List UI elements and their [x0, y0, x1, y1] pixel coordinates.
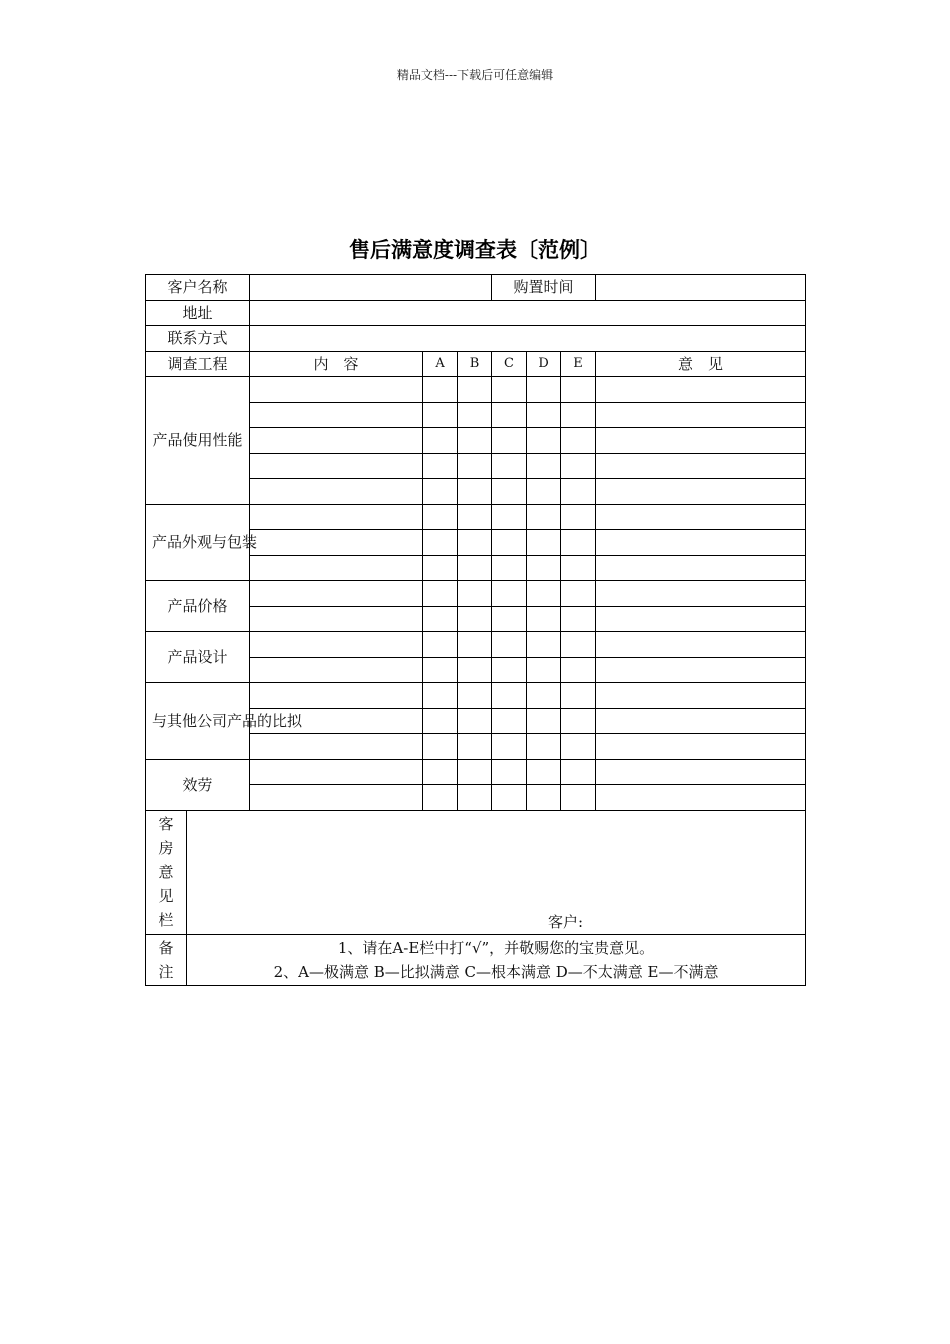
rating-e-header: E — [561, 351, 596, 377]
survey-row — [146, 581, 806, 607]
rating-c-cell[interactable] — [492, 402, 527, 428]
rating-e-cell[interactable] — [561, 453, 596, 479]
rating-b-cell[interactable] — [458, 428, 492, 454]
content-cell[interactable] — [250, 402, 423, 428]
survey-row — [146, 377, 806, 403]
rating-a-cell[interactable] — [423, 759, 458, 785]
item-column-header: 调查工程 — [146, 351, 250, 377]
rating-e-cell[interactable] — [561, 402, 596, 428]
rating-d-cell[interactable] — [527, 708, 561, 734]
rating-a-cell[interactable] — [423, 683, 458, 709]
rating-c-cell[interactable] — [492, 708, 527, 734]
content-cell[interactable] — [250, 581, 423, 607]
content-cell[interactable] — [250, 377, 423, 403]
section-label: 产品外观与包装 — [146, 504, 250, 581]
remarks-label-char: 见 — [158, 887, 174, 905]
rating-d-cell[interactable] — [527, 428, 561, 454]
rating-c-cell[interactable] — [492, 504, 527, 530]
rating-c-cell[interactable] — [492, 581, 527, 607]
content-cell[interactable] — [250, 606, 423, 632]
rating-d-cell[interactable] — [527, 785, 561, 811]
rating-b-cell[interactable] — [458, 708, 492, 734]
opinion-cell[interactable] — [596, 479, 806, 505]
rating-b-cell[interactable] — [458, 530, 492, 556]
remarks-label-char: 栏 — [158, 911, 174, 929]
section-label: 与其他公司产品的比拟 — [146, 683, 250, 760]
opinion-cell[interactable] — [596, 632, 806, 658]
content-cell[interactable] — [250, 632, 423, 658]
customer-name-label: 客户名称 — [146, 275, 250, 301]
rating-d-cell[interactable] — [527, 377, 561, 403]
rating-b-cell[interactable] — [458, 759, 492, 785]
opinion-cell[interactable] — [596, 530, 806, 556]
section-label: 产品价格 — [146, 581, 250, 632]
opinion-column-header: 意 见 — [596, 351, 806, 377]
opinion-cell[interactable] — [596, 428, 806, 454]
rating-c-cell[interactable] — [492, 428, 527, 454]
rating-d-cell[interactable] — [527, 657, 561, 683]
rating-e-cell[interactable] — [561, 581, 596, 607]
rating-a-cell[interactable] — [423, 606, 458, 632]
opinion-cell[interactable] — [596, 785, 806, 811]
rating-b-cell[interactable] — [458, 479, 492, 505]
contact-label: 联系方式 — [146, 326, 250, 352]
rating-d-cell[interactable] — [527, 759, 561, 785]
rating-d-cell[interactable] — [527, 530, 561, 556]
rating-b-header: B — [458, 351, 492, 377]
survey-table — [145, 274, 806, 986]
rating-e-cell[interactable] — [561, 479, 596, 505]
content-column-header: 内 容 — [250, 351, 423, 377]
survey-row — [146, 504, 806, 530]
opinion-cell[interactable] — [596, 759, 806, 785]
column-header-row — [146, 351, 806, 377]
rating-c-header: C — [492, 351, 527, 377]
rating-a-cell[interactable] — [423, 555, 458, 581]
survey-row — [146, 759, 806, 785]
rating-c-cell[interactable] — [492, 377, 527, 403]
survey-row — [146, 632, 806, 658]
rating-d-cell[interactable] — [527, 632, 561, 658]
notes-label — [146, 934, 187, 985]
section-label: 产品使用性能 — [146, 377, 250, 505]
remarks-label — [146, 810, 187, 934]
rating-c-cell[interactable] — [492, 785, 527, 811]
content-cell[interactable] — [250, 785, 423, 811]
rating-e-cell[interactable] — [561, 683, 596, 709]
rating-b-cell[interactable] — [458, 555, 492, 581]
rating-a-cell[interactable] — [423, 708, 458, 734]
rating-e-cell[interactable] — [561, 377, 596, 403]
customer-name-row — [146, 275, 806, 301]
rating-a-cell[interactable] — [423, 581, 458, 607]
rating-e-cell[interactable] — [561, 657, 596, 683]
rating-c-cell[interactable] — [492, 632, 527, 658]
rating-c-cell[interactable] — [492, 734, 527, 760]
rating-e-cell[interactable] — [561, 606, 596, 632]
rating-b-cell[interactable] — [458, 734, 492, 760]
rating-b-cell[interactable] — [458, 504, 492, 530]
survey-row — [146, 683, 806, 709]
contact-field[interactable] — [250, 326, 806, 352]
contact-row — [146, 326, 806, 352]
address-row — [146, 300, 806, 326]
opinion-cell[interactable] — [596, 581, 806, 607]
remarks-row — [146, 810, 806, 934]
opinion-cell[interactable] — [596, 657, 806, 683]
rating-b-cell[interactable] — [458, 453, 492, 479]
rating-a-cell[interactable] — [423, 479, 458, 505]
rating-d-header: D — [527, 351, 561, 377]
opinion-cell[interactable] — [596, 453, 806, 479]
notes-line-2: 2、A—极满意 B—比拟满意 C—根本满意 D—不太满意 E—不满意 — [273, 962, 719, 981]
content-cell[interactable] — [250, 555, 423, 581]
customer-name-field[interactable] — [250, 275, 492, 301]
rating-e-cell[interactable] — [561, 504, 596, 530]
rating-a-cell[interactable] — [423, 785, 458, 811]
rating-e-cell[interactable] — [561, 734, 596, 760]
rating-a-cell[interactable] — [423, 453, 458, 479]
rating-d-cell[interactable] — [527, 479, 561, 505]
rating-d-cell[interactable] — [527, 606, 561, 632]
rating-e-cell[interactable] — [561, 632, 596, 658]
rating-d-cell[interactable] — [527, 734, 561, 760]
rating-c-cell[interactable] — [492, 606, 527, 632]
header-note: 精品文档---下载后可任意编辑 — [396, 68, 554, 82]
rating-e-cell[interactable] — [561, 428, 596, 454]
purchase-time-field[interactable] — [596, 275, 806, 301]
content-cell[interactable] — [250, 504, 423, 530]
rating-c-cell[interactable] — [492, 479, 527, 505]
rating-e-cell[interactable] — [561, 708, 596, 734]
rating-e-cell[interactable] — [561, 530, 596, 556]
rating-b-cell[interactable] — [458, 377, 492, 403]
remarks-label-char: 客 — [158, 815, 174, 833]
rating-b-cell[interactable] — [458, 632, 492, 658]
content-cell[interactable] — [250, 479, 423, 505]
opinion-cell[interactable] — [596, 683, 806, 709]
rating-a-cell[interactable] — [423, 377, 458, 403]
rating-a-cell[interactable] — [423, 530, 458, 556]
opinion-cell[interactable] — [596, 734, 806, 760]
opinion-cell[interactable] — [596, 606, 806, 632]
content-cell[interactable] — [250, 657, 423, 683]
purchase-time-label: 购置时间 — [492, 275, 596, 301]
notes-line-1: 1、请在A-E栏中打“√”，并敬赐您的宝贵意见。 — [337, 938, 655, 957]
opinion-cell[interactable] — [596, 555, 806, 581]
section-label: 产品设计 — [146, 632, 250, 683]
opinion-cell[interactable] — [596, 504, 806, 530]
rating-a-cell[interactable] — [423, 504, 458, 530]
rating-b-cell[interactable] — [458, 606, 492, 632]
rating-b-cell[interactable] — [458, 785, 492, 811]
rating-a-cell[interactable] — [423, 428, 458, 454]
remarks-label-char: 房 — [158, 839, 174, 857]
opinion-cell[interactable] — [596, 708, 806, 734]
rating-d-cell[interactable] — [527, 453, 561, 479]
rating-d-cell[interactable] — [527, 683, 561, 709]
rating-b-cell[interactable] — [458, 657, 492, 683]
opinion-cell[interactable] — [596, 377, 806, 403]
content-cell[interactable] — [250, 683, 423, 709]
rating-e-cell[interactable] — [561, 759, 596, 785]
address-field[interactable] — [250, 300, 806, 326]
content-cell[interactable] — [250, 428, 423, 454]
rating-b-cell[interactable] — [458, 683, 492, 709]
content-cell[interactable] — [250, 453, 423, 479]
notes-label-char: 备 — [158, 938, 174, 957]
rating-c-cell[interactable] — [492, 555, 527, 581]
remarks-field[interactable] — [187, 810, 806, 934]
rating-b-cell[interactable] — [458, 581, 492, 607]
notes-content — [187, 934, 806, 985]
rating-c-cell[interactable] — [492, 657, 527, 683]
rating-e-cell[interactable] — [561, 785, 596, 811]
rating-a-cell[interactable] — [423, 402, 458, 428]
rating-d-cell[interactable] — [527, 555, 561, 581]
opinion-cell[interactable] — [596, 402, 806, 428]
rating-c-cell[interactable] — [492, 453, 527, 479]
address-label: 地址 — [146, 300, 250, 326]
rating-a-cell[interactable] — [423, 632, 458, 658]
rating-d-cell[interactable] — [527, 504, 561, 530]
content-cell[interactable] — [250, 530, 423, 556]
document-title: 售后满意度调查表〔范例〕 — [349, 237, 601, 262]
content-cell[interactable] — [250, 734, 423, 760]
notes-row — [146, 934, 806, 985]
rating-c-cell[interactable] — [492, 530, 527, 556]
rating-a-cell[interactable] — [423, 734, 458, 760]
rating-d-cell[interactable] — [527, 581, 561, 607]
notes-label-char: 注 — [158, 962, 174, 981]
rating-a-header: A — [423, 351, 458, 377]
rating-a-cell[interactable] — [423, 657, 458, 683]
rating-b-cell[interactable] — [458, 402, 492, 428]
rating-d-cell[interactable] — [527, 402, 561, 428]
rating-c-cell[interactable] — [492, 683, 527, 709]
content-cell[interactable] — [250, 759, 423, 785]
rating-c-cell[interactable] — [492, 759, 527, 785]
customer-sign-label: 客户: — [548, 912, 584, 931]
section-label: 效劳 — [146, 759, 250, 810]
rating-e-cell[interactable] — [561, 555, 596, 581]
remarks-label-char: 意 — [158, 863, 174, 881]
